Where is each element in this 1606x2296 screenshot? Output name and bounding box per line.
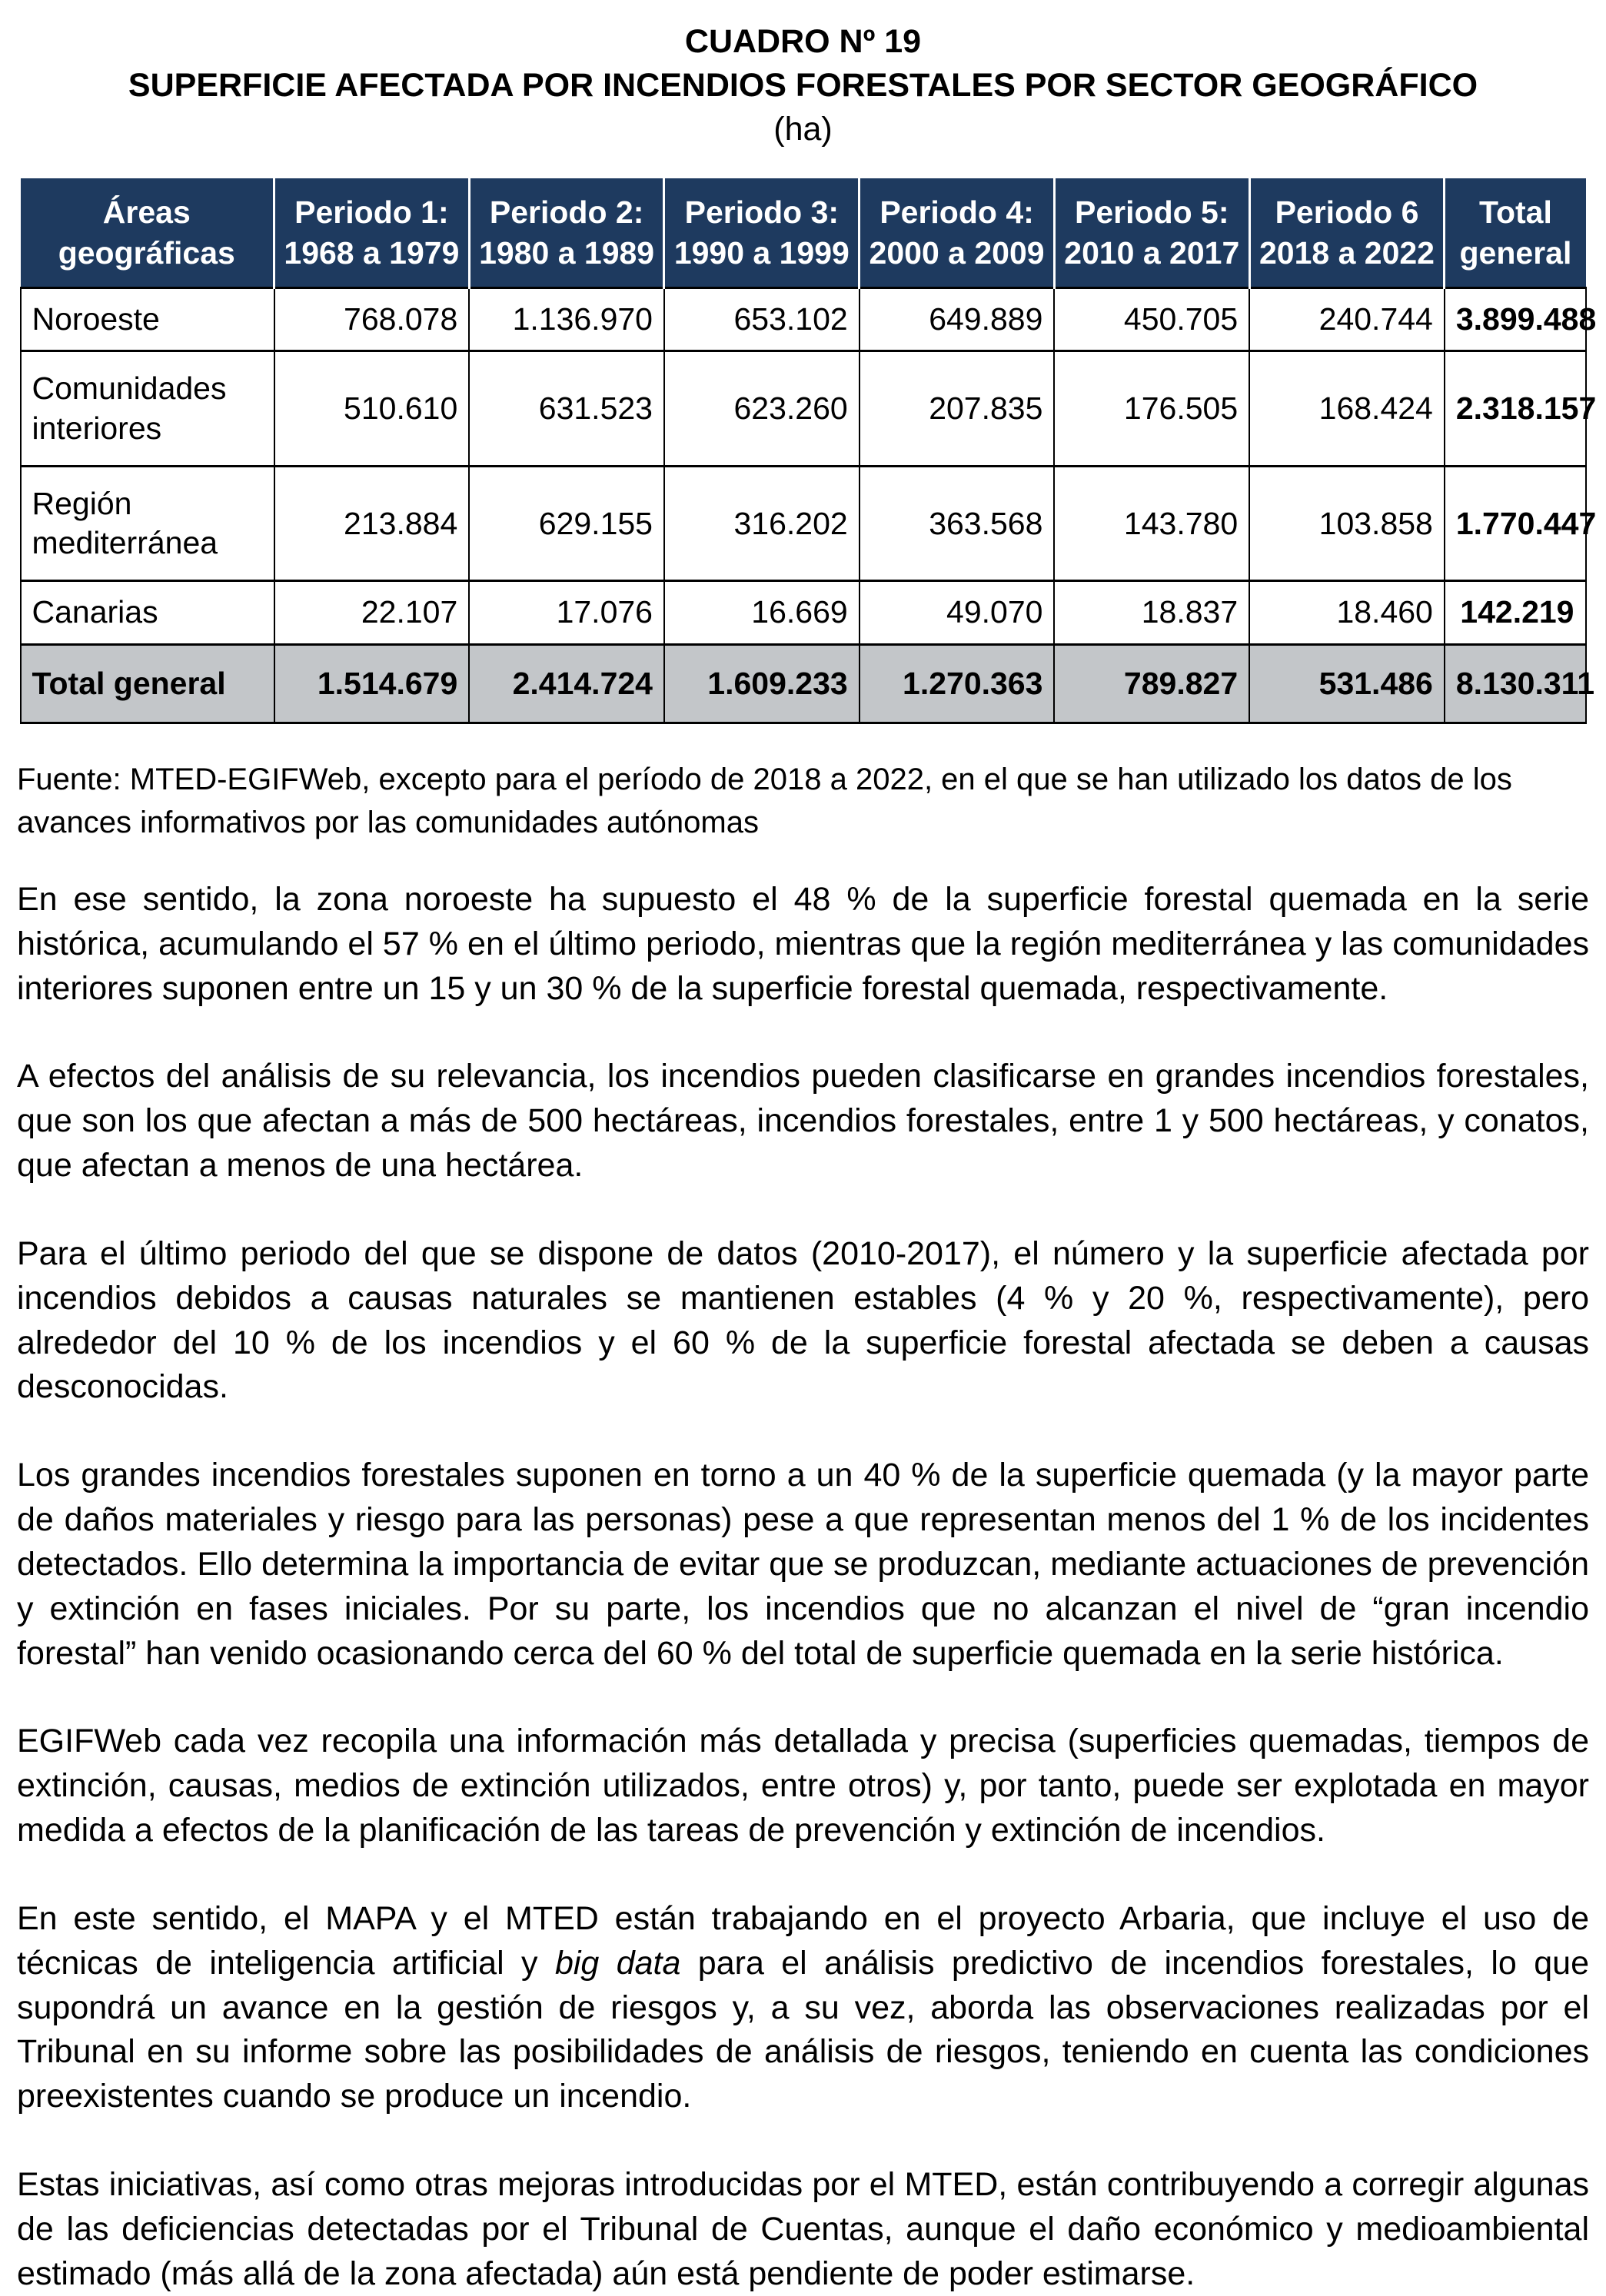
- cell-value: 18.460: [1249, 581, 1445, 644]
- surface-by-sector-table: [20, 178, 1597, 724]
- body-paragraph-6: [17, 1897, 1589, 2119]
- cell-value: 143.780: [1054, 466, 1249, 581]
- cell-value: 316.202: [664, 466, 860, 581]
- cell-value: 653.102: [664, 288, 860, 351]
- cell-value: 22.107: [274, 581, 470, 644]
- cell-value: 16.669: [664, 581, 860, 644]
- header-period-6: Periodo 6 2018 a 2022: [1249, 178, 1445, 287]
- header-period-4: Periodo 4: 2000 a 2009: [860, 178, 1055, 287]
- table-row-comunidades-interiores: [21, 351, 1586, 467]
- cell-total-value: 2.414.724: [469, 644, 664, 723]
- row-label: Región mediterránea: [21, 466, 274, 581]
- table-row-region-mediterranea: [21, 466, 1586, 581]
- cell-value: 768.078: [274, 288, 470, 351]
- cell-value: 49.070: [860, 581, 1055, 644]
- paragraph-6-text-end: para el análisis predictivo de incendios forestales, lo que supondrá un avance en la gestión de riesgos y, a su vez, aborda las observaciones realizadas por el Tribunal en su informe sobre las posibilidades de análisis de riesgos, teniendo en cuenta las condiciones preexistentes cuando se produce un incendio.: [17, 1944, 1589, 2115]
- cell-value: 623.260: [664, 351, 860, 467]
- cell-row-total: 1.770.447: [1445, 466, 1586, 581]
- table-total-row: [21, 644, 1586, 723]
- table-row-canarias: [21, 581, 1586, 644]
- cell-row-total: 142.219: [1445, 581, 1586, 644]
- body-paragraph-7: Estas iniciativas, así como otras mejoras introducidas por el MTED, están contribuyendo a corregir algunas de las deficiencias detectadas por el Tribunal de Cuentas, aunque el daño económico y medioambiental estimado (más allá de la zona afectada) aún está pendiente de poder estimarse.: [17, 2165, 1589, 2292]
- cell-total-value: 789.827: [1054, 644, 1249, 723]
- cell-value: 240.744: [1249, 288, 1445, 351]
- cell-value: 510.610: [274, 351, 470, 467]
- cell-value: 629.155: [469, 466, 664, 581]
- header-period-2: Periodo 2: 1980 a 1989: [469, 178, 664, 287]
- cell-value: 207.835: [860, 351, 1055, 467]
- cell-row-total: 3.899.488: [1445, 288, 1586, 351]
- header-period-1: Periodo 1: 1968 a 1979: [274, 178, 470, 287]
- caption-unit: (ha): [773, 110, 833, 148]
- row-label: Comunidades interiores: [21, 351, 274, 467]
- table-row-noroeste: [21, 288, 1586, 351]
- cell-total-value: 1.609.233: [664, 644, 860, 723]
- cell-value: 17.076: [469, 581, 664, 644]
- table-source-note: Fuente: MTED-EGIFWeb, excepto para el período de 2018 a 2022, en el que se han utilizado los datos de los avances informativos por las comunidades autónomas: [17, 762, 1512, 839]
- caption-title: SUPERFICIE AFECTADA POR INCENDIOS FORESTALES POR SECTOR GEOGRÁFICO: [128, 66, 1478, 104]
- body-paragraph-5: EGIFWeb cada vez recopila una información más detallada y precisa (superficies quemadas, tiempos de extinción, causas, medios de extinción utilizados, entre otros) y, por tanto, puede ser explotada en mayor medida a efectos de la planificación de las tareas de prevención y extinción de incendios.: [17, 1723, 1589, 1849]
- cell-value: 631.523: [469, 351, 664, 467]
- cell-value: 18.837: [1054, 581, 1249, 644]
- header-areas: Áreas geográficas: [21, 178, 274, 287]
- cell-grand-total: 8.130.311: [1445, 644, 1586, 723]
- paragraph-6-italic-term: big data: [554, 1944, 681, 1982]
- row-label: Canarias: [21, 581, 274, 644]
- table-caption: [17, 20, 1589, 151]
- paragraph-6-text-start: En este sentido, el MAPA y el MTED están trabajando en el proyecto Arbaria, que incluye el uso de técnicas de inteligencia artificial y: [17, 1899, 1589, 1982]
- header-period-5: Periodo 5: 2010 a 2017: [1054, 178, 1249, 287]
- body-paragraph-3: Para el último periodo del que se dispone de datos (2010-2017), el número y la superficie afectada por incendios debidos a causas naturales se mantienen estables (4 % y 20 %, respectivamente), pero alrededor del 10 % de los incendios y el 60 % de la superficie forestal afectada se deben a causas desconocidas.: [17, 1234, 1589, 1406]
- body-paragraph-1: En ese sentido, la zona noroeste ha supuesto el 48 % de la superficie forestal quemada en la serie histórica, acumulando el 57 % en el último periodo, mientras que la región mediterránea y las comunidades interiores suponen entre un 15 y un 30 % de la superficie forestal quemada, respectivamente.: [17, 880, 1589, 1007]
- header-total: Total general: [1445, 178, 1586, 287]
- caption-number: CUADRO Nº 19: [684, 23, 922, 60]
- cell-value: 103.858: [1249, 466, 1445, 581]
- cell-value: 363.568: [860, 466, 1055, 581]
- cell-row-total: 2.318.157: [1445, 351, 1586, 467]
- cell-value: 649.889: [860, 288, 1055, 351]
- cell-value: 176.505: [1054, 351, 1249, 467]
- table-header-row: [21, 178, 1586, 287]
- header-period-3: Periodo 3: 1990 a 1999: [664, 178, 860, 287]
- cell-total-value: 1.514.679: [274, 644, 470, 723]
- cell-value: 168.424: [1249, 351, 1445, 467]
- cell-value: 213.884: [274, 466, 470, 581]
- row-label: Noroeste: [21, 288, 274, 351]
- body-paragraph-2: A efectos del análisis de su relevancia, los incendios pueden clasificarse en grandes incendios forestales, que son los que afectan a más de 500 hectáreas, incendios forestales, entre 1 y 500 hectáreas, y conatos, que afectan a menos de una hectárea.: [17, 1058, 1589, 1185]
- cell-total-value: 531.486: [1249, 644, 1445, 723]
- cell-value: 1.136.970: [469, 288, 664, 351]
- cell-total-value: 1.270.363: [860, 644, 1055, 723]
- total-row-label: Total general: [21, 644, 274, 723]
- body-paragraph-4: Los grandes incendios forestales suponen en torno a un 40 % de la superficie quemada (y la mayor parte de daños materiales y riesgo para las personas) pese a que representan menos del 1 % de los incidentes detectados. Ello determina la importancia de evitar que se produzcan, mediante actuaciones de prevención y extinción en fases iniciales. Por su parte, los incendios que no alcanzan el nivel de “gran incendio forestal” han venido ocasionando cerca del 60 % del total de superficie quemada en la serie histórica.: [17, 1457, 1589, 1672]
- cell-value: 450.705: [1054, 288, 1249, 351]
